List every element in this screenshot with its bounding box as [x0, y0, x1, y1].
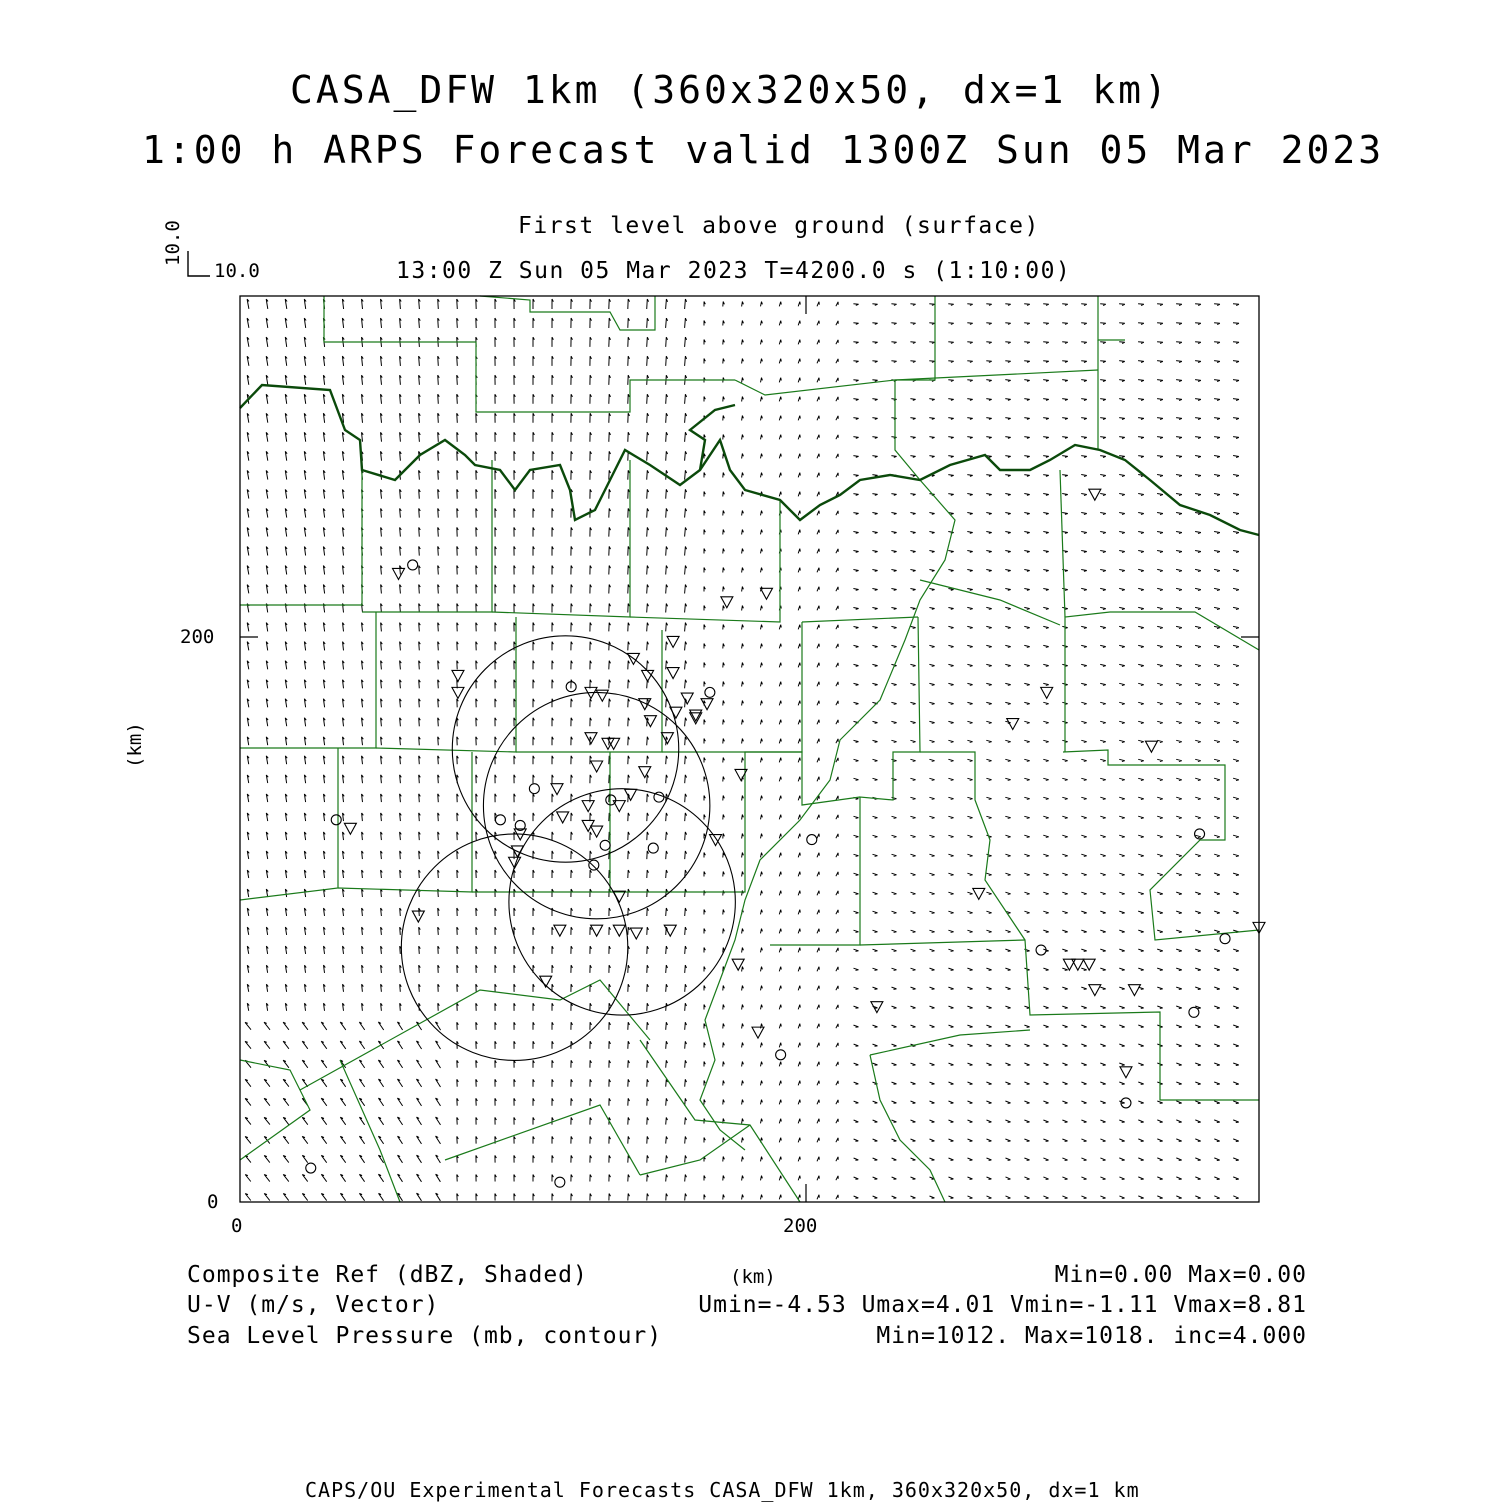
station-triangle-icon — [344, 823, 356, 834]
main-title-line2: 1:00 h ARPS Forecast valid 1300Z Sun 05 Mar 2023 — [142, 128, 1385, 172]
station-triangle-icon — [393, 568, 405, 579]
county-line — [870, 1030, 1030, 1055]
vector-key-u-label: 10.0 — [214, 260, 260, 282]
station-triangle-icon — [973, 888, 985, 899]
vector-key — [188, 251, 210, 276]
county-line — [300, 980, 650, 1090]
station-triangle-icon — [667, 636, 679, 647]
legend-field3-name: Sea Level Pressure (mb, contour) — [187, 1323, 663, 1349]
county-line — [445, 1105, 640, 1175]
station-triangle-icon — [1007, 719, 1019, 730]
station-triangle-icon — [690, 713, 702, 724]
county-line — [1065, 612, 1259, 752]
station-circle-icon — [555, 1177, 565, 1187]
vector-key-arrows — [188, 251, 210, 276]
station-triangle-icon — [1089, 985, 1101, 996]
county-line — [920, 752, 1259, 1100]
station-circle-icon — [654, 792, 664, 802]
station-circle-icon — [495, 815, 505, 825]
station-triangle-icon — [613, 925, 625, 936]
ytick-0: 0 — [207, 1191, 219, 1213]
state-boundary — [240, 385, 1259, 535]
station-triangle-icon — [591, 761, 603, 772]
station-circle-icon — [589, 860, 599, 870]
y-axis-label: (km) — [124, 722, 146, 768]
station-circle-icon — [705, 687, 715, 697]
county-line — [340, 1060, 400, 1202]
county-line — [640, 1040, 800, 1202]
legend-field1-stats: Min=0.00 Max=0.00 — [1054, 1262, 1307, 1288]
county-line — [1060, 470, 1065, 617]
station-triangle-icon — [582, 801, 594, 812]
legend-field1-name: Composite Ref (dBZ, Shaded) — [187, 1262, 588, 1288]
county-boundaries — [240, 296, 1259, 1202]
county-line — [338, 752, 472, 892]
time-subtitle: 13:00 Z Sun 05 Mar 2023 T=4200.0 s (1:10:00) — [396, 258, 1072, 284]
station-triangle-icon — [412, 911, 424, 922]
station-triangle-icon — [639, 699, 651, 710]
county-line — [895, 370, 1098, 380]
wind-vector-field — [245, 299, 1239, 1201]
county-line — [324, 296, 735, 412]
station-circle-icon — [408, 560, 418, 570]
station-triangle-icon — [1128, 985, 1140, 996]
station-triangle-icon — [752, 1027, 764, 1038]
station-triangle-icon — [639, 767, 651, 778]
vector-key-v-label: 10.0 — [162, 220, 184, 266]
county-line — [802, 617, 918, 622]
county-line — [735, 380, 895, 395]
station-triangle-icon — [701, 699, 713, 710]
footer-credit: CAPS/OU Experimental Forecasts CASA_DFW 1km, 360x320x50, dx=1 km — [305, 1478, 1140, 1502]
ytick-200: 200 — [180, 626, 215, 648]
county-line — [472, 752, 610, 892]
station-triangle-icon — [613, 891, 625, 902]
county-line — [770, 617, 920, 945]
station-triangle-icon — [681, 693, 693, 704]
state-line — [240, 385, 1259, 535]
station-triangle-icon — [557, 812, 569, 823]
station-circle-icon — [306, 1163, 316, 1173]
county-line — [870, 1055, 945, 1202]
legend-field2-name: U-V (m/s, Vector) — [187, 1292, 440, 1318]
station-circle-icon — [648, 843, 658, 853]
station-circle-icon — [1220, 934, 1230, 944]
station-triangle-icon — [1145, 741, 1157, 752]
legend-field2-stats: Umin=-4.53 Umax=4.01 Vmin=-1.11 Vmax=8.81 — [698, 1292, 1307, 1318]
county-line — [860, 940, 1025, 945]
xtick-0: 0 — [231, 1215, 243, 1237]
county-line — [920, 580, 1060, 625]
station-triangle-icon — [667, 668, 679, 679]
station-triangle-icon — [452, 670, 464, 681]
station-triangle-icon — [1120, 1067, 1132, 1078]
station-circle-icon — [529, 784, 539, 794]
station-triangle-icon — [644, 716, 656, 727]
station-triangle-icon — [630, 928, 642, 939]
station-triangle-icon — [452, 687, 464, 698]
county-line — [240, 748, 338, 900]
level-subtitle: First level above ground (surface) — [518, 213, 1040, 239]
county-line — [240, 470, 362, 605]
station-circle-icon — [600, 840, 610, 850]
county-line — [1098, 296, 1125, 340]
county-line — [640, 1125, 750, 1175]
county-line — [240, 1060, 310, 1160]
main-title-line1: CASA_DFW 1km (360x320x50, dx=1 km) — [290, 68, 1170, 112]
county-line — [1063, 750, 1259, 940]
station-triangle-icon — [1089, 489, 1101, 500]
county-line — [700, 480, 955, 1150]
station-triangle-icon — [1083, 959, 1095, 970]
wind-vectors — [245, 299, 1239, 1201]
station-triangle-icon — [1041, 687, 1053, 698]
station-triangle-icon — [554, 925, 566, 936]
station-triangle-icon — [591, 826, 603, 837]
xtick-200: 200 — [783, 1215, 818, 1237]
station-triangle-icon — [596, 690, 608, 701]
county-line — [516, 630, 662, 752]
legend-field3-stats: Min=1012. Max=1018. inc=4.000 — [876, 1323, 1307, 1349]
station-triangle-icon — [625, 789, 637, 800]
station-triangle-icon — [760, 588, 772, 599]
county-line — [630, 500, 780, 622]
station-triangle-icon — [591, 925, 603, 936]
x-axis-label: (km) — [730, 1266, 776, 1288]
state-line-detail — [690, 405, 735, 470]
station-circle-icon — [331, 815, 341, 825]
station-circle-icon — [1189, 1007, 1199, 1017]
station-circle-icon — [606, 795, 616, 805]
station-circle-icon — [776, 1050, 786, 1060]
station-triangle-icon — [551, 784, 563, 795]
station-circle-icon — [807, 835, 817, 845]
county-line — [240, 612, 376, 748]
